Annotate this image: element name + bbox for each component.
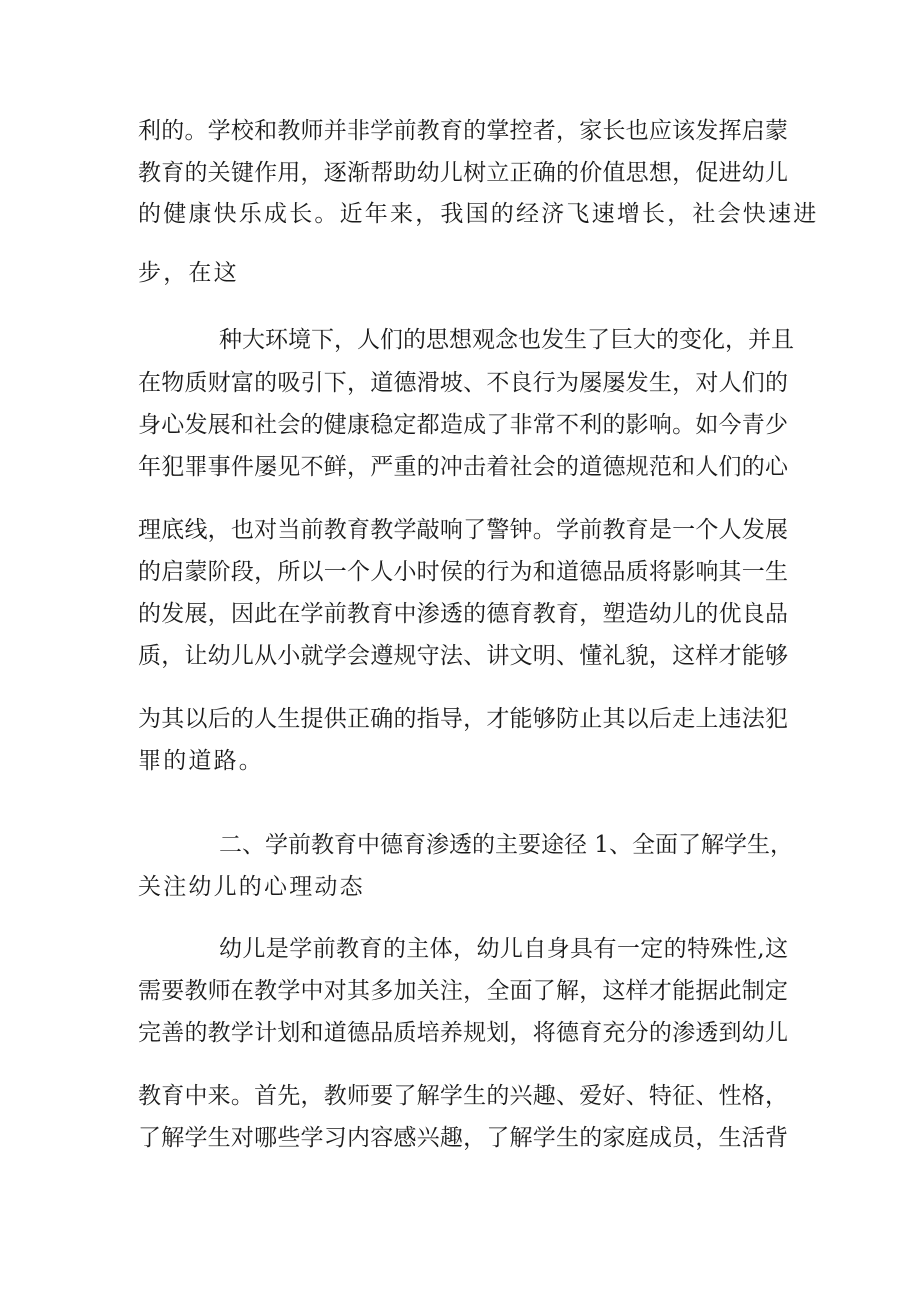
text-line: 罪的道路。 xyxy=(138,748,264,774)
section-heading: 关注幼儿的心理动态 xyxy=(138,874,365,900)
text-line: 教育的关键作用，逐渐帮助幼儿树立正确的价值思想，促进幼儿 xyxy=(138,160,788,186)
text-line: 的发展，因此在学前教育中渗透的德育教育，塑造幼儿的优良品 xyxy=(138,601,788,627)
text-line: 的健康快乐成长。近年来，我国的经济飞速增长，社会快速进 xyxy=(138,201,819,227)
text-line: 的启蒙阶段，所以一个人小时侯的行为和道德品质将影响其一生 xyxy=(138,559,788,585)
text-line: 完善的教学计划和道德品质培养规划，将德育充分的渗透到幼儿 xyxy=(138,1020,788,1046)
text-line: 需要教师在教学中对其多加关注，全面了解，这样才能据此制定 xyxy=(138,978,788,1004)
text-line: 了解学生对哪些学习内容感兴趣，了解学生的家庭成员，生活背 xyxy=(138,1125,788,1151)
text-line: 理底线，也对当前教育教学敲响了警钟。学前教育是一个人发展 xyxy=(138,517,788,543)
text-line: 质，让幼儿从小就学会遵规守法、讲文明、懂礼貌，这样才能够 xyxy=(138,643,788,669)
text-line: 步，在这 xyxy=(138,260,239,286)
text-line: 在物质财富的吸引下，道德滑坡、不良行为屡屡发生，对人们的 xyxy=(138,370,788,396)
text-line: 年犯罪事件屡见不鲜，严重的冲击着社会的道德规范和人们的心 xyxy=(138,454,788,480)
text-line: 幼儿是学前教育的主体，幼儿自身具有一定的特殊性,这 xyxy=(219,936,788,962)
text-line: 为其以后的人生提供正确的指导，才能够防止其以后走上违法犯 xyxy=(138,706,788,732)
text-line: 种大环境下，人们的思想观念也发生了巨大的变化，并且 xyxy=(219,327,794,353)
text-line: 身心发展和社会的健康稳定都造成了非常不利的影响。如今青少 xyxy=(138,412,788,438)
text-line: 教育中来。首先，教师要了解学生的兴趣、爱好、特征、性格， xyxy=(138,1083,788,1109)
section-heading: 二、学前教育中德育渗透的主要途径 1、全面了解学生， xyxy=(219,832,793,858)
text-line: 利的。学校和教师并非学前教育的掌控者，家长也应该发挥启蒙 xyxy=(138,118,788,144)
